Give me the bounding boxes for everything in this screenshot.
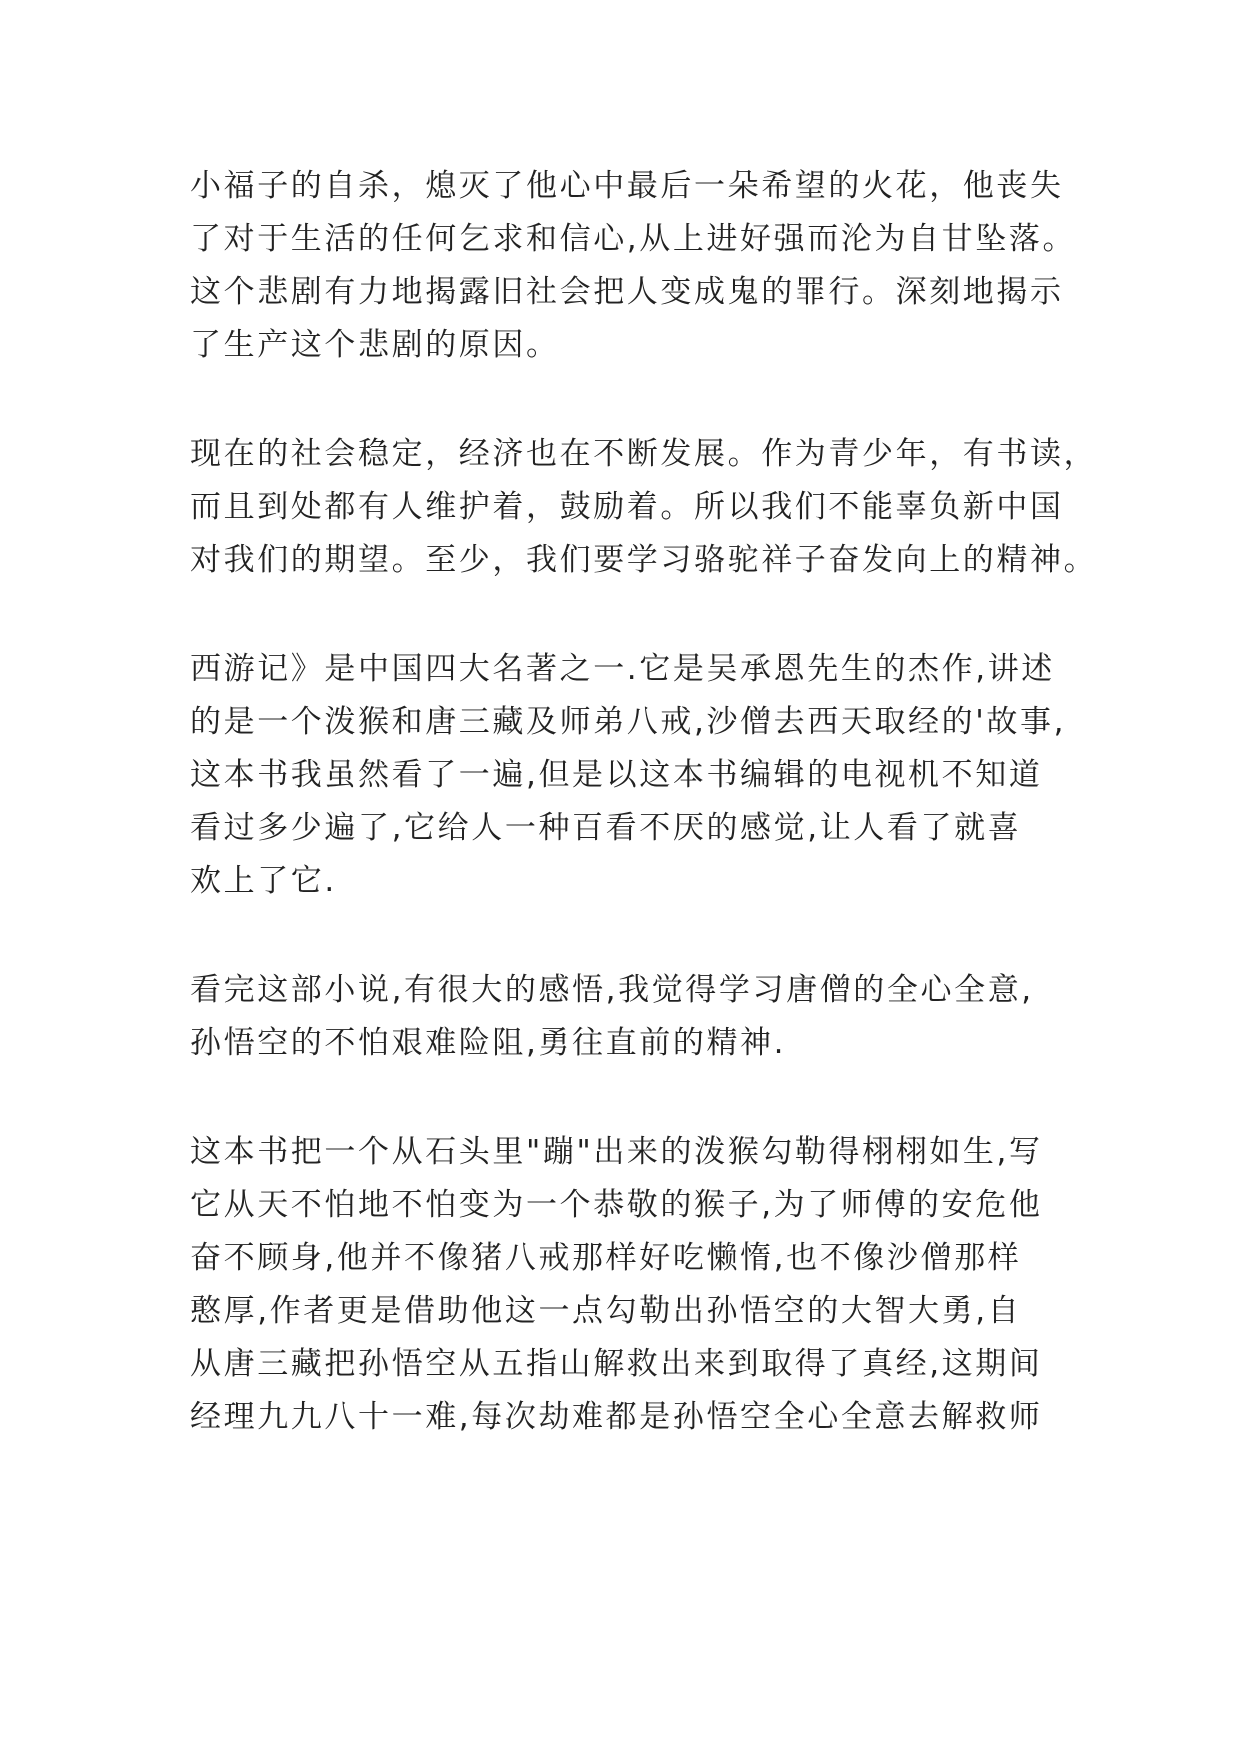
text-line: 憨厚,作者更是借助他这一点勾勒出孙悟空的大智大勇,自 xyxy=(190,1293,1022,1329)
text-line: 孙悟空的不怕艰难险阻,勇往直前的精神. xyxy=(190,1025,787,1061)
text-line: 了对于生活的任何乞求和信心,从上进好强而沦为自甘坠落。 xyxy=(190,221,1077,257)
text-line: 看过多少遍了,它给人一种百看不厌的感觉,让人看了就喜 xyxy=(190,810,1022,846)
text-line: 这本书把一个从石头里"蹦"出来的泼猴勾勒得栩栩如生,写 xyxy=(190,1134,1043,1170)
text-line: 看完这部小说,有很大的感悟,我觉得学习唐僧的全心全意, xyxy=(190,972,1034,1008)
paragraph-2 xyxy=(190,428,1120,587)
text-line: 西游记》是中国四大名著之一.它是吴承恩先生的杰作,讲述 xyxy=(190,651,1055,687)
text-line: 经理九九八十一难,每次劫难都是孙悟空全心全意去解救师 xyxy=(190,1399,1043,1435)
text-line: 这本书我虽然看了一遍,但是以这本书编辑的电视机不知道 xyxy=(190,757,1043,793)
text-line: 对我们的期望。至少，我们要学习骆驼祥子奋发向上的精神。 xyxy=(190,542,1098,578)
text-line: 的是一个泼猴和唐三藏及师弟八戒,沙僧去西天取经的'故事, xyxy=(190,704,1067,740)
text-line: 小福子的自杀，熄灭了他心中最后一朵希望的火花，他丧失 xyxy=(190,168,1064,204)
text-line: 现在的社会稳定，经济也在不断发展。作为青少年，有书读， xyxy=(190,436,1098,472)
paragraph-1 xyxy=(190,160,1120,372)
document-body xyxy=(190,160,1120,1500)
text-line: 了生产这个悲剧的原因。 xyxy=(190,327,560,363)
text-line: 这个悲剧有力地揭露旧社会把人变成鬼的罪行。深刻地揭示 xyxy=(190,274,1064,310)
text-line: 奋不顾身,他并不像猪八戒那样好吃懒惰,也不像沙僧那样 xyxy=(190,1240,1022,1276)
text-line: 从唐三藏把孙悟空从五指山解救出来到取得了真经,这期间 xyxy=(190,1346,1043,1382)
paragraph-4 xyxy=(190,964,1120,1070)
paragraph-5 xyxy=(190,1126,1120,1444)
text-line: 而且到处都有人维护着，鼓励着。所以我们不能辜负新中国 xyxy=(190,489,1064,525)
text-line: 它从天不怕地不怕变为一个恭敬的猴子,为了师傅的安危他 xyxy=(190,1187,1043,1223)
text-line: 欢上了它. xyxy=(190,863,337,899)
paragraph-3 xyxy=(190,643,1120,908)
